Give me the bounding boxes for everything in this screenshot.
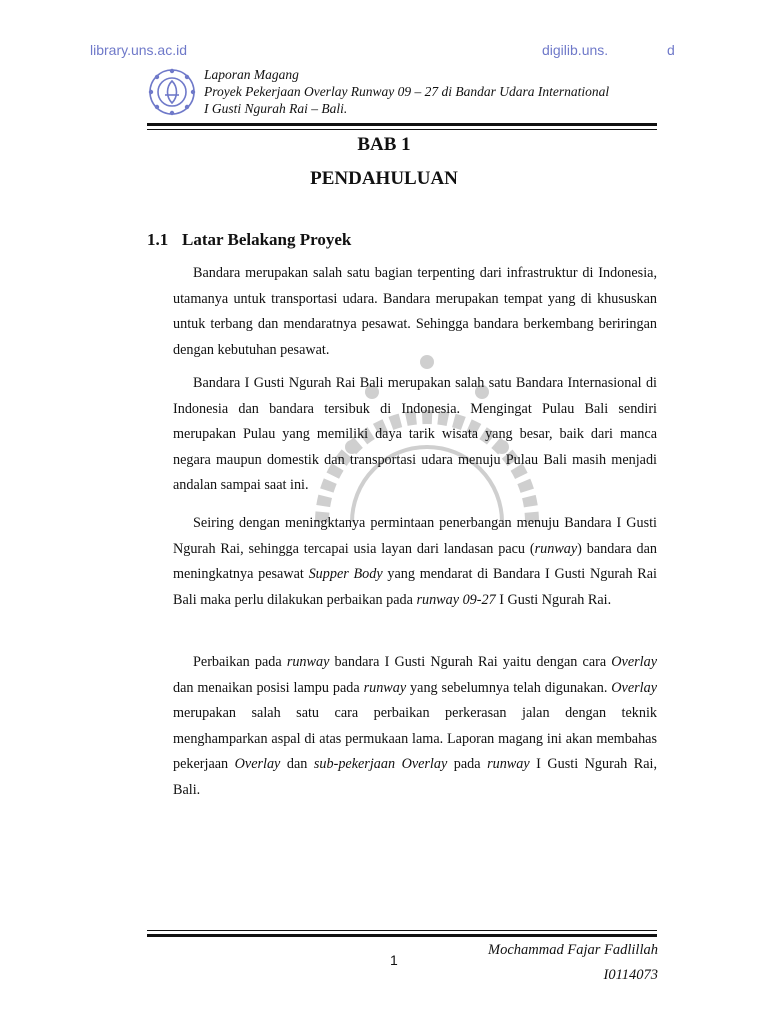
running-header (204, 66, 674, 117)
paragraph-1: Bandara merupakan salah satu bagian terpenting dari infrastruktur di Indonesia, utamanya untuk transportasi udara. Bandara merupakan tempat yang di khususkan untuk terbang dan mendaratnya pesawat. Sehingga bandara berkembang beriringan dengan kebutuhan pesawat. (173, 265, 657, 358)
section-number: 1.1 (147, 230, 169, 249)
paragraph-4: Perbaikan pada runway bandara I Gusti Ngurah Rai yaitu dengan cara Overlay dan menaikan posisi lampu pada runway yang sebelumnya telah digunakan. Overlay merupakan salah satu cara perbaikan perkerasan jalan dengan teknik menghamparkan aspal di atas permukaan lama. Laporan magang ini akan membahas pekerjaan Overlay dan sub-pekerjaan Overlay pada runway I Gusti Ngurah Rai, Bali. (173, 654, 657, 798)
watermark-url-left: library.uns.ac.id (90, 42, 188, 58)
header-rule-thick (147, 123, 657, 126)
section-heading (147, 230, 351, 250)
header-line-1: Laporan Magang (204, 67, 299, 82)
paragraph-3: Seiring dengan meningktanya permintaan penerbangan menuju Bandara I Gusti Ngurah Rai, sehingga tercapai usia layan dari landasan pacu (runway) bandara dan meningkatnya pesawat Supper Body yang mendarat di Bandara I Gusti Ngurah Rai Bali maka perlu dilakukan perbaikan pada runway 09-27 I Gusti Ngurah Rai. (173, 515, 657, 608)
page-number: 1 (390, 952, 398, 968)
header-line-3: I Gusti Ngurah Rai – Bali. (204, 101, 348, 116)
footer-rule-thick (147, 934, 657, 937)
paragraph-2: Bandara I Gusti Ngurah Rai Bali merupakan salah satu Bandara Internasional di Indonesia dan bandara tersibuk di Indonesia. Mengingat Pulau Bali sendiri merupakan Pulau yang memiliki daya tarik wisata yang besar, baik dari manca negara maupun domestik dan transportasi udara menuju Pulau Bali masih menjadi andalan sampai saat ini. (173, 375, 657, 494)
footer-rule-thin (147, 930, 657, 931)
chapter-number: BAB 1 (357, 134, 411, 155)
section-title: Latar Belakang Proyek (182, 230, 352, 249)
watermark-url-right: digilib.uns. (542, 42, 609, 58)
footer-author (488, 938, 658, 988)
university-logo-icon (147, 67, 197, 117)
header-rule-thin (147, 129, 657, 130)
author-name: Mochammad Fajar Fadlillah (488, 942, 658, 958)
chapter-title: PENDAHULUAN (310, 168, 458, 189)
watermark-url-right-tail: d (667, 42, 675, 58)
header-line-2: Proyek Pekerjaan Overlay Runway 09 – 27 di Bandar Udara International (204, 84, 610, 99)
author-student-id: I0114073 (603, 967, 658, 983)
